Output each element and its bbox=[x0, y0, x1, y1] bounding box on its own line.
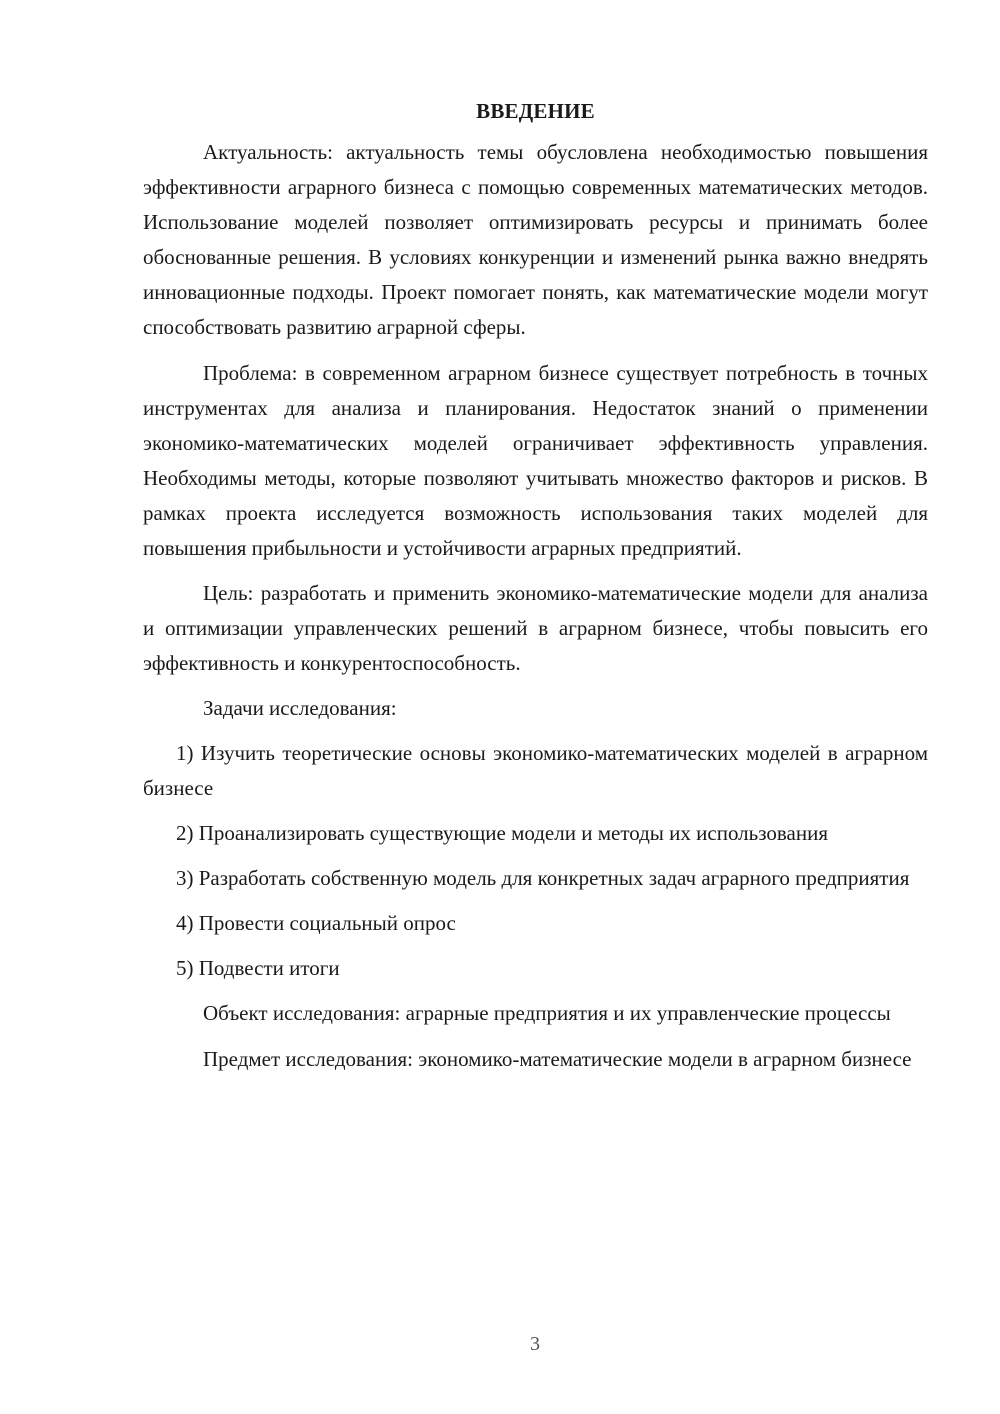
tasks-heading: Задачи исследования: bbox=[203, 696, 397, 721]
tasks-list bbox=[143, 736, 928, 986]
paragraph-goal: Цель: разработать и применить экономико-математические модели для анализа и оптимизации управленческих решений в аграрном бизнесе, чтобы повысить его эффективность и конкурентоспособность. bbox=[143, 581, 928, 676]
paragraph-subject: Предмет исследования: экономико-математические модели в аграрном бизнесе bbox=[203, 1046, 912, 1071]
list-item: 3) Разработать собственную модель для конкретных задач аграрного предприятия bbox=[176, 866, 910, 891]
list-item: 1) Изучить теоретические основы экономико-математических моделей в аграрном бизнесе bbox=[143, 741, 928, 801]
list-item: 4) Провести социальный опрос bbox=[176, 911, 456, 936]
page-number: 3 bbox=[530, 1333, 540, 1355]
document-page bbox=[143, 95, 928, 1087]
list-item: 2) Проанализировать существующие модели и методы их использования bbox=[176, 821, 828, 846]
list-item: 5) Подвести итоги bbox=[176, 956, 340, 981]
paragraph-object: Объект исследования: аграрные предприятия и их управленческие процессы bbox=[203, 1001, 891, 1026]
paragraph-problem: Проблема: в современном аграрном бизнесе существует потребность в точных инструментах для анализа и планирования. Недостаток знаний о применении экономико-математических моделей ограничивает эффективность управления. Необходимы методы, которые позволяют учитывать множество факторов и рисков. В рамках проекта исследуется возможность использования таких моделей для повышения прибыльности и устойчивости аграрных предприятий. bbox=[143, 360, 928, 561]
paragraph-relevance: Актуальность: актуальность темы обусловлена необходимостью повышения эффективности аграрного бизнеса с помощью современных математических методов. Использование моделей позволяет оптимизировать ресурсы и принимать более обоснованные решения. В условиях конкуренции и изменений рынка важно внедрять инновационные подходы. Проект помогает понять, как математические модели могут способствовать развитию аграрной сферы. bbox=[143, 140, 928, 340]
page-title: ВВЕДЕНИЕ bbox=[476, 99, 595, 123]
